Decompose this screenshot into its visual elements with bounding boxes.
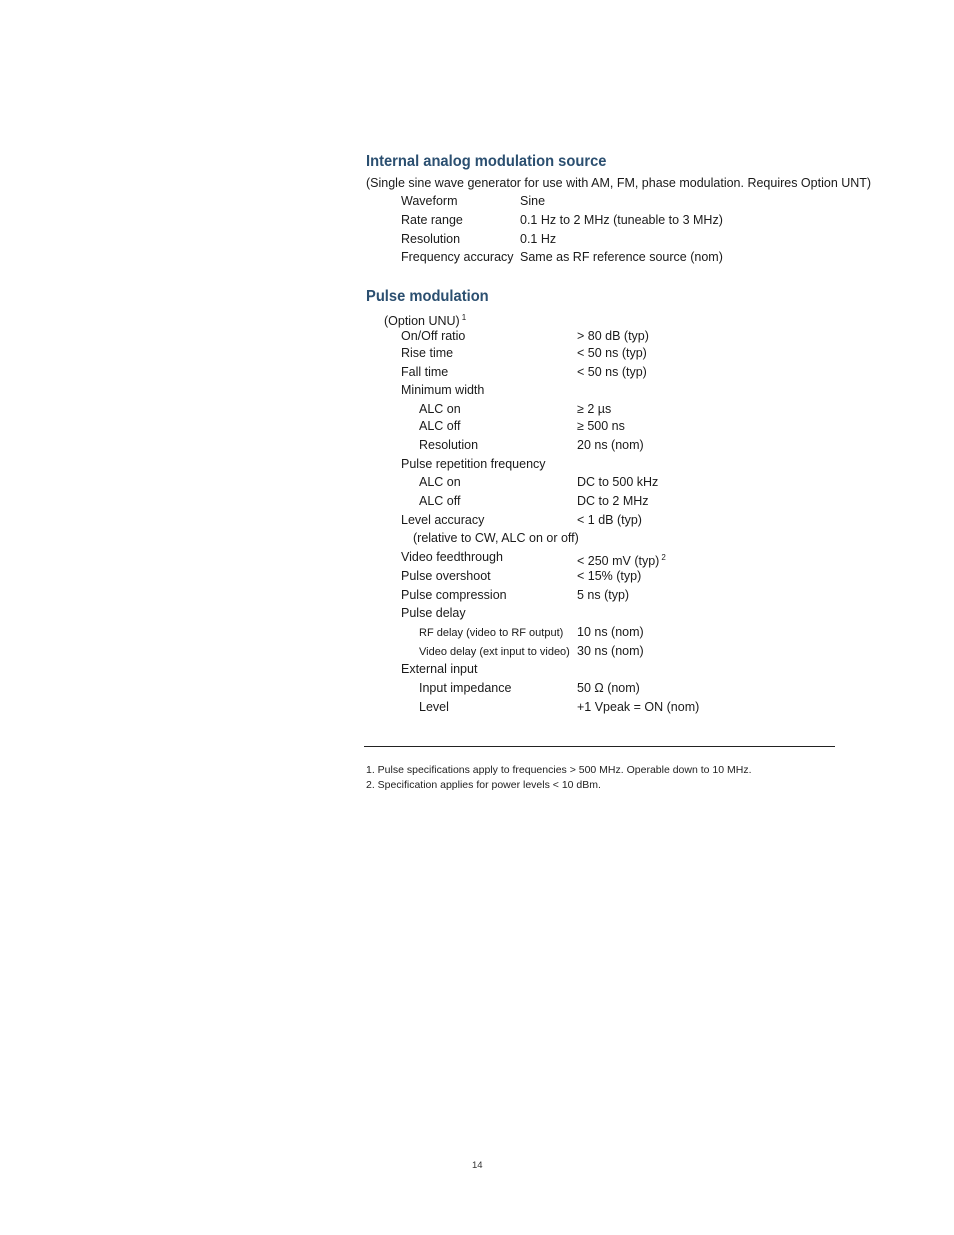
spec-group-label: External input [401,662,478,676]
section-title-pulse-modulation: Pulse modulation [366,288,489,305]
spec-value: ≥ 2 µs [577,402,612,416]
spec-label: Video feedthrough [401,550,503,564]
spec-value: DC to 500 kHz [577,475,659,489]
section-title-analog-modulation: Internal analog modulation source [366,153,607,170]
spec-value: 30 ns (nom) [577,644,644,658]
spec-label: Video delay (ext input to video) [419,646,570,658]
section-note: (Single sine wave generator for use with AM, FM, phase modulation. Requires Option UNT) [366,176,872,190]
spec-value: < 50 ns (typ) [577,346,647,360]
spec-label: Level accuracy [401,513,485,527]
footnote: 2. Specification applies for power levels < 10 dBm. [366,779,601,791]
spec-group-label: Minimum width [401,383,485,397]
spec-label: Rate range [401,213,463,227]
spec-label: RF delay (video to RF output) [419,627,564,639]
spec-value: 0.1 Hz to 2 MHz (tuneable to 3 MHz) [520,213,723,227]
spec-value-text: < 250 mV (typ) [577,554,660,568]
page-number: 14 [472,1160,483,1171]
option-text: (Option UNU) [384,314,460,328]
spec-value: Same as RF reference source (nom) [520,250,723,264]
spec-label: Waveform [401,194,458,208]
footnote-ref: 1 [461,313,467,322]
spec-value: DC to 2 MHz [577,494,649,508]
spec-value: < 1 dB (typ) [577,513,642,527]
spec-group-label: Pulse repetition frequency [401,457,546,471]
spec-value: ≥ 500 ns [577,419,625,433]
spec-label: Pulse overshoot [401,569,491,583]
spec-value: 0.1 Hz [520,232,557,246]
spec-label: Resolution [419,438,479,452]
spec-label: ALC off [419,494,461,508]
option-note [384,310,466,329]
spec-label: Resolution [401,232,461,246]
spec-label: Fall time [401,365,449,379]
spec-label: ALC on [419,475,461,489]
spec-value: Sine [520,194,546,208]
spec-group-label: Pulse delay [401,606,466,620]
spec-label: Level [419,700,449,714]
spec-value: 20 ns (nom) [577,438,644,452]
spec-label: Pulse compression [401,588,507,602]
spec-subnote: (relative to CW, ALC on or off) [413,531,579,545]
spec-label: Rise time [401,346,454,360]
spec-value: < 15% (typ) [577,569,642,583]
spec-value [577,550,666,569]
spec-label: ALC off [419,419,461,433]
spec-value: 5 ns (typ) [577,588,630,602]
spec-value: 50 Ω (nom) [577,681,640,695]
spec-value: +1 Vpeak = ON (nom) [577,700,700,714]
spec-label: Frequency accuracy [401,250,514,264]
footnote-divider [364,746,835,747]
spec-label: Input impedance [419,681,512,695]
spec-label: On/Off ratio [401,329,466,343]
footnote: 1. Pulse specifications apply to frequencies > 500 MHz. Operable down to 10 MHz. [366,764,752,776]
spec-value: > 80 dB (typ) [577,329,649,343]
spec-value: 10 ns (nom) [577,625,644,639]
footnote-ref: 2 [661,553,666,562]
spec-label: ALC on [419,402,461,416]
spec-value: < 50 ns (typ) [577,365,647,379]
